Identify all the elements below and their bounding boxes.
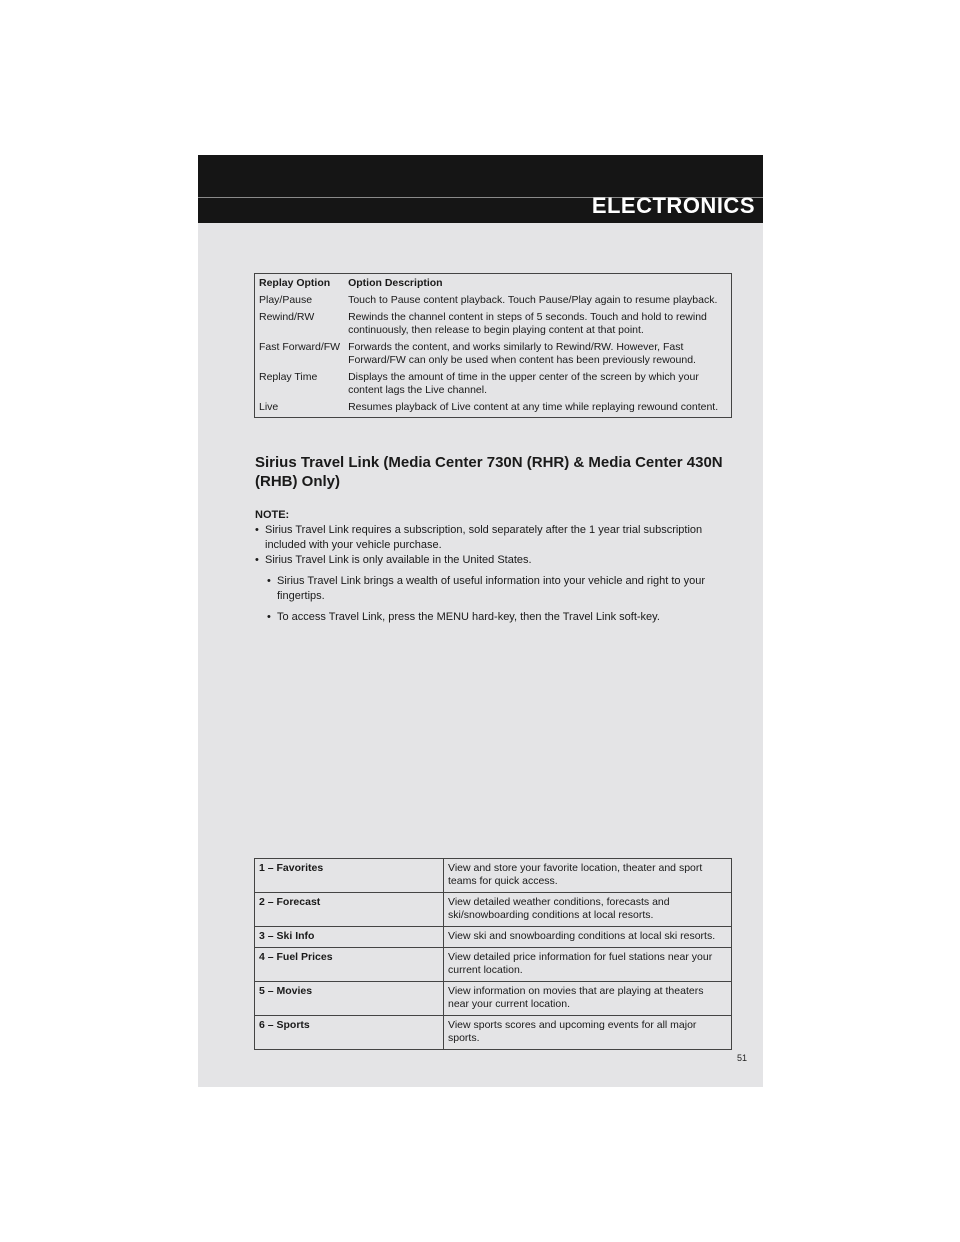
column-header-description: Option Description [348, 277, 443, 289]
replay-description: Touch to Pause content playback. Touch Pause/Play again to resume playback. [348, 294, 718, 306]
table-row [255, 400, 732, 418]
feature-key: 3 – Ski Info [255, 927, 444, 948]
table-row [255, 370, 732, 400]
feature-description: View detailed weather conditions, forecasts and ski/snowboarding conditions at local resorts. [444, 893, 732, 927]
feature-description: View sports scores and upcoming events for all major sports. [444, 1016, 732, 1050]
feature-description: View detailed price information for fuel stations near your current location. [444, 948, 732, 982]
section-header [198, 155, 763, 223]
travel-link-features-table [254, 858, 732, 1050]
note-item [255, 553, 745, 568]
replay-option: Play/Pause [259, 294, 313, 306]
replay-option: Fast Forward/FW [259, 341, 341, 353]
replay-option: Rewind/RW [259, 311, 315, 323]
info-item [267, 610, 745, 625]
replay-option: Replay Time [259, 371, 318, 383]
feature-description: View ski and snowboarding conditions at local ski resorts. [444, 927, 732, 948]
feature-key: 6 – Sports [255, 1016, 444, 1050]
replay-description: Rewinds the channel content in steps of 5 seconds. Touch and hold to rewind continuously, then release to begin playing content at that point. [348, 311, 707, 336]
bullet-icon: • [267, 611, 271, 623]
replay-options-table [254, 273, 732, 418]
feature-description: View and store your favorite location, theater and sport teams for quick access. [444, 859, 732, 893]
info-text: To access Travel Link, press the MENU hard-key, then the Travel Link soft-key. [277, 611, 660, 623]
manual-page [198, 155, 763, 1087]
table-header-row [255, 274, 732, 294]
table-row [255, 893, 732, 927]
table-row [255, 310, 732, 340]
bullet-icon: • [255, 554, 259, 566]
table-row [255, 340, 732, 370]
feature-key: 4 – Fuel Prices [255, 948, 444, 982]
section-title: ELECTRONICS [591, 193, 755, 218]
feature-key: 5 – Movies [255, 982, 444, 1016]
table-row [255, 859, 732, 893]
info-item [267, 574, 745, 604]
info-text: Sirius Travel Link brings a wealth of useful information into your vehicle and right to your fingertips. [277, 575, 705, 602]
page-number: 51 [737, 1053, 748, 1063]
note-block [255, 508, 745, 625]
feature-description: View information on movies that are playing at theaters near your current location. [444, 982, 732, 1016]
column-header-option: Replay Option [259, 277, 331, 289]
table-row [255, 948, 732, 982]
replay-description: Resumes playback of Live content at any time while replaying rewound content. [348, 401, 719, 413]
note-item [255, 523, 745, 553]
table-row [255, 927, 732, 948]
note-text: Sirius Travel Link requires a subscription, sold separately after the 1 year trial subscription included with your vehicle purchase. [265, 524, 703, 551]
bullet-icon: • [267, 575, 271, 587]
note-text: Sirius Travel Link is only available in the United States. [265, 554, 532, 566]
table-row [255, 982, 732, 1016]
bullet-icon: • [255, 524, 259, 536]
replay-description: Displays the amount of time in the upper center of the screen by which your content lags the Live channel. [348, 371, 699, 396]
table-row [255, 1016, 732, 1050]
replay-option: Live [259, 401, 279, 413]
replay-description: Forwards the content, and works similarly to Rewind/RW. However, Fast Forward/FW can only be used when content has been previously rewound. [348, 341, 696, 366]
feature-key: 2 – Forecast [255, 893, 444, 927]
note-label: NOTE: [255, 509, 290, 521]
travel-link-heading: Sirius Travel Link (Media Center 730N (RHR) & Media Center 430N (RHB) Only) [255, 454, 723, 490]
table-row [255, 293, 732, 310]
feature-key: 1 – Favorites [255, 859, 444, 893]
